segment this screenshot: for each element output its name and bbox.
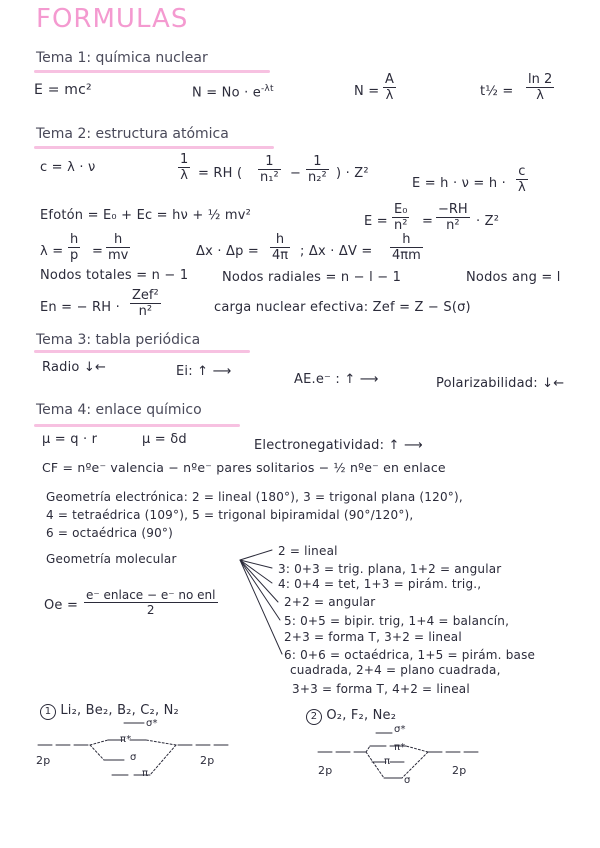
formal-charge: CF = nºe⁻ valencia − nºe⁻ pares solitarios − ½ nºe⁻ en enlace (42, 460, 446, 475)
angular-nodes: Nodos ang = l (466, 270, 561, 285)
heisenberg-1-lhs: Δx · Δp = (196, 244, 259, 259)
mo2-sigma-label: σ (404, 775, 411, 786)
trend-electron-affinity: AE.e⁻ : ↑ ⟶ (294, 372, 379, 387)
mo2-pi-label: π (384, 756, 391, 767)
debroglie-eq: = (92, 244, 104, 259)
formula-light-speed: c = λ · ν (40, 160, 96, 175)
mo1-pi-label: π (142, 768, 149, 779)
mo-diagram-2-title: 2 O₂, F₂, Ne₂ (306, 708, 396, 725)
mol-geo-line-8: cuadrada, 2+4 = plano cuadrada, (290, 663, 501, 677)
formula-activity-fraction: $\frac{A}{\lambda}$ (385, 72, 394, 103)
debroglie-frac1: $\frac{h}{p}$ (70, 232, 79, 263)
electronegativity-trend: Electronegatividad: ↑ ⟶ (254, 438, 423, 453)
mo2-sigma-star-label: σ* (394, 724, 406, 735)
rydberg-term-a: $\frac{1}{\text{n₁²}}$ (260, 154, 279, 185)
radial-nodes: Nodos radiales = n − l − 1 (222, 270, 402, 285)
effective-nuclear-charge: carga nuclear efectiva: Zef = Z − S(σ) (214, 300, 471, 315)
branch-arrow-6 (240, 560, 282, 654)
rydberg-minus: − (290, 166, 302, 181)
tema4-heading: Tema 4: enlace químico (36, 402, 202, 418)
dipole-moment-1: μ = q · r (42, 432, 98, 447)
bond-order-fraction: e⁻ enlace − e⁻ no enl 2 (86, 588, 216, 617)
mol-geo-line-5: 5: 0+5 = bipir. trig, 1+4 = balancín, (284, 614, 510, 628)
branch-arrows (240, 550, 282, 654)
branch-arrow-5 (240, 560, 280, 620)
debroglie-lhs: λ = (40, 244, 64, 259)
trend-radius: Radio ↓← (42, 360, 107, 375)
mol-geo-line-2: 3: 0+3 = trig. plana, 1+2 = angular (278, 562, 502, 576)
trend-polarizability: Polarizabilidad: ↓← (436, 376, 565, 391)
formula-halflife-lhs: t½ = (480, 84, 514, 99)
mol-geo-line-4: 2+2 = angular (284, 595, 376, 609)
mo1-2p-right: 2p (200, 754, 215, 767)
energy-level-end: · Z² (476, 214, 500, 229)
energy-zef-frac: Zef² n² (132, 288, 159, 319)
mo-diagram-1-title: 1 Li₂, Be₂, B₂, C₂, N₂ (40, 703, 179, 720)
mol-geo-line-6: 2+3 = forma T, 3+2 = lineal (284, 630, 462, 644)
mo2-2p-right: 2p (452, 764, 467, 777)
heisenberg-2-frac: $\frac{h}{4\pi m}$ (392, 232, 421, 263)
mo1-2p-left: 2p (36, 754, 51, 767)
electronic-geometry-1: Geometría electrónica: 2 = lineal (180°), 3 = trigonal plana (120°), (46, 490, 463, 504)
mo-diagram-2-lines (318, 733, 478, 778)
energy-level-frac2: $\frac{-RH}{\text{n²}}$ (438, 202, 468, 233)
rydberg-mid: = RH ( (198, 166, 243, 181)
energy-zef-lhs: En = − RH · (40, 300, 120, 315)
tema3-heading: Tema 3: tabla periódica (36, 332, 201, 348)
energy-level-eq: = (422, 214, 434, 229)
photon-energy: Efotón = E₀ + Ec = hν + ½ mv² (40, 208, 252, 223)
mo1-sigma-label: σ (130, 752, 137, 763)
mol-geo-line-9: 3+3 = forma T, 4+2 = lineal (292, 682, 470, 696)
mol-geo-line-1: 2 = lineal (278, 544, 338, 558)
total-nodes: Nodos totales = n − 1 (40, 268, 189, 283)
mol-geo-line-7: 6: 0+6 = octaédrica, 1+5 = pirám. base (284, 648, 536, 662)
mo2-2p-left: 2p (318, 764, 333, 777)
mol-geo-line-3: 4: 0+4 = tet, 1+3 = pirám. trig., (278, 577, 482, 591)
page-title: FORMULAS (36, 4, 189, 34)
electronic-geometry-2: 4 = tetraédrica (109°), 5 = trigonal bipiramidal (90°/120°), (46, 508, 414, 522)
molecular-geometry-label: Geometría molecular (46, 552, 177, 566)
tema2-heading: Tema 2: estructura atómica (36, 126, 229, 142)
tema1-heading: Tema 1: química nuclear (36, 50, 208, 66)
formula-activity-lhs: N = (354, 84, 380, 99)
formula-decay: $N = No \cdot e^{-\lambda t}$ (192, 84, 274, 101)
mo-diagram-1-lines (38, 723, 228, 775)
heisenberg-1-frac: $\frac{h}{4\pi}$ (272, 232, 289, 263)
rydberg-term-b: $\frac{1}{\text{n₂²}}$ (308, 154, 327, 185)
branch-arrow-4 (240, 560, 278, 602)
heisenberg-2-lhs: ; Δx · ΔV = (300, 244, 373, 259)
planck-fraction: $\frac{c}{\lambda}$ (518, 164, 526, 195)
dipole-moment-2: μ = δd (142, 432, 187, 447)
rydberg-end: ) · Z² (336, 166, 369, 181)
formula-mass-energy: E = mc² (34, 82, 92, 98)
debroglie-frac2: $\frac{h}{mv}$ (108, 232, 129, 263)
formula-halflife-fraction: $\frac{\ln 2}{\lambda}$ (528, 72, 553, 103)
bond-order-lhs: Oe = (44, 598, 79, 613)
energy-level-lhs: E = (364, 214, 388, 229)
trend-ionization: Ei: ↑ ⟶ (176, 364, 232, 379)
energy-level-frac1: $\frac{\text{E₀}}{\text{n²}}$ (394, 202, 408, 233)
branch-arrow-1 (240, 550, 272, 560)
mo2-pi-star-label: π* (394, 742, 406, 753)
rydberg-lhs: $\frac{1}{\lambda}$ (180, 152, 189, 183)
mo1-sigma-star-label: σ* (146, 718, 158, 729)
planck-lhs: E = h · ν = h · (412, 176, 506, 191)
electronic-geometry-3: 6 = octaédrica (90°) (46, 526, 173, 540)
mo1-pi-star-label: π* (120, 734, 132, 745)
